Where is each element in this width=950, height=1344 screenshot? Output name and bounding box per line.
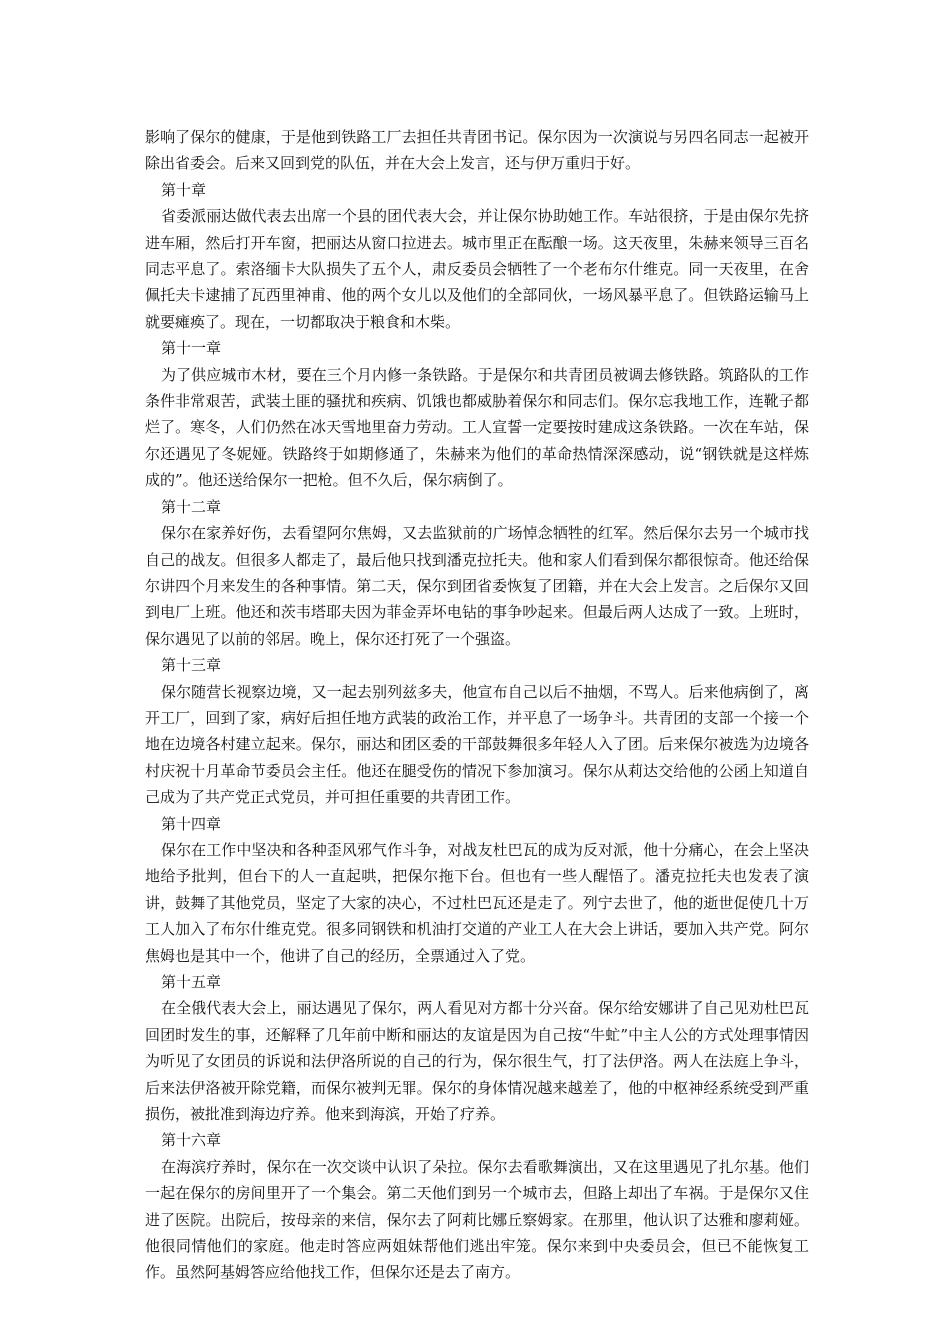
document-body <box>145 124 809 1286</box>
paragraph: 省委派丽达做代表去出席一个县的团代表大会，并让保尔协助她工作。车站很挤，于是由保尔先挤进车厢，然后打开车窗，把丽达从窗口拉进去。城市里正在酝酿一场。这天夜里，朱赫来领导三百名同志平息了。索洛缅卡大队损失了五个人，肃反委员会牺牲了一个老布尔什维克。同一天夜里，在舍佩托夫卡逮捕了瓦西里神甫、他的两个女儿以及他们的全部同伙，一场风暴平息了。但铁路运输马上就要瘫痪了。现在，一切都取决于粮食和木柴。 <box>145 207 809 331</box>
paragraph: 保尔随营长视察边境，又一起去别列兹多夫，他宣布自己以后不抽烟，不骂人。后来他病倒了，离开工厂，回到了家，病好后担任地方武装的政治工作，并平息了一场争斗。共青团的支部一个接一个地在边境各村建立起来。保尔，丽达和团区委的干部鼓舞很多年轻人入了团。后来保尔被选为边境各村庆祝十月革命节委员会主任。他还在腿受伤的情况下参加演习。保尔从莉达交给他的公函上知道自己成为了共产党正式党员，并可担任重要的共青团工作。 <box>145 682 809 807</box>
chapter-heading: 第十三章 <box>161 656 222 675</box>
paragraph: 在海滨疗养时，保尔在一次交谈中认识了朵拉。保尔去看歌舞演出，又在这里遇见了扎尔基。他们一起在保尔的房间里开了一个集会。第二天他们到另一个城市去，但路上却出了车祸。于是保尔又住进了医院。出院后，按母亲的来信，保尔去了阿莉比娜丘察姆家。在那里，他认识了达雅和廖莉娅。他很同情他们的家庭。他走时答应两姐妹帮他们逃出牢笼。保尔来到中央委员会，但已不能恢复工作。虽然阿基姆答应给他找工作，但保尔还是去了南方。 <box>145 1157 809 1282</box>
chapter-heading: 第十章 <box>161 180 207 199</box>
paragraph: 保尔在工作中坚决和各种歪风邪气作斗争，对战友杜巴瓦的成为反对派，他十分痛心，在会上坚决地给予批判，但台下的人一直起哄，把保尔拖下台。但也有一些人醒悟了。潘克拉托夫也发表了演讲，鼓舞了其他党员，坚定了大家的决心，不过杜巴瓦还是走了。列宁去世了，他的逝世促使几十万工人加入了布尔什维克党。很多同钢铁和机油打交道的产业工人在大会上讲话，要加入共产党。阿尔焦姆也是其中一个，他讲了自己的经历，全票通过入了党。 <box>145 840 809 965</box>
chapter-heading: 第十一章 <box>161 339 222 358</box>
paragraph: 在全俄代表大会上，丽达遇见了保尔，两人看见对方都十分兴奋。保尔给安娜讲了自己见劝杜巴瓦回团时发生的事，还解释了几年前中断和丽达的友谊是因为自己按“牛虻”中主人公的方式处理事情因为听见了女团员的诉说和法伊洛所说的自己的行为，保尔很生气，打了法伊洛。两人在法庭上争斗，后来法伊洛被开除党籍，而保尔被判无罪。保尔的身体情况越来越差了，他的中枢神经系统受到严重损伤，被批准到海边疗养。他来到海滨，开始了疗养。 <box>145 999 809 1124</box>
chapter-heading: 第十二章 <box>161 497 222 516</box>
chapter-heading: 第十四章 <box>161 814 222 833</box>
chapter-heading: 第十五章 <box>161 973 222 991</box>
chapter-heading: 第十六章 <box>161 1131 222 1150</box>
paragraph-intro: 影响了保尔的健康，于是他到铁路工厂去担任共青团书记。保尔因为一次演说与另四名同志一起被开除出省委会。后来又回到党的队伍，并在大会上发言，还与伊万重归于好。 <box>145 128 809 173</box>
paragraph: 为了供应城市木材，要在三个月内修一条铁路。于是保尔和共青团员被调去修铁路。筑路队的工作条件非常艰苦，武装土匪的骚扰和疾病、饥饿也都威胁着保尔和同志们。保尔忘我地工作，连靴子都烂了。寒冬，人们仍然在冰天雪地里奋力劳动。工人宣誓一定要按时建成这条铁路。一次在车站，保尔还遇见了冬妮娅。铁路终于如期修通了，朱赫来为他们的革命热情深深感动，说“钢铁就是这样炼成的”。他还送给保尔一把枪。但不久后，保尔病倒了。 <box>145 365 809 490</box>
paragraph: 保尔在家养好伤，去看望阿尔焦姆，又去监狱前的广场悼念牺牲的红军。然后保尔去另一个城市找自己的战友。但很多人都走了，最后他只找到潘克拉托夫。他和家人们看到保尔都很惊奇。他还给保尔讲四个月来发生的各种事情。第二天，保尔到团省委恢复了团籍，并在大会上发言。之后保尔又回到电厂上班。他还和茨韦塔耶夫因为菲金弄坏电钻的事争吵起来。但最后两人达成了一致。上班时，保尔遇见了以前的邻居。晚上，保尔还打死了一个强盗。 <box>145 524 809 648</box>
